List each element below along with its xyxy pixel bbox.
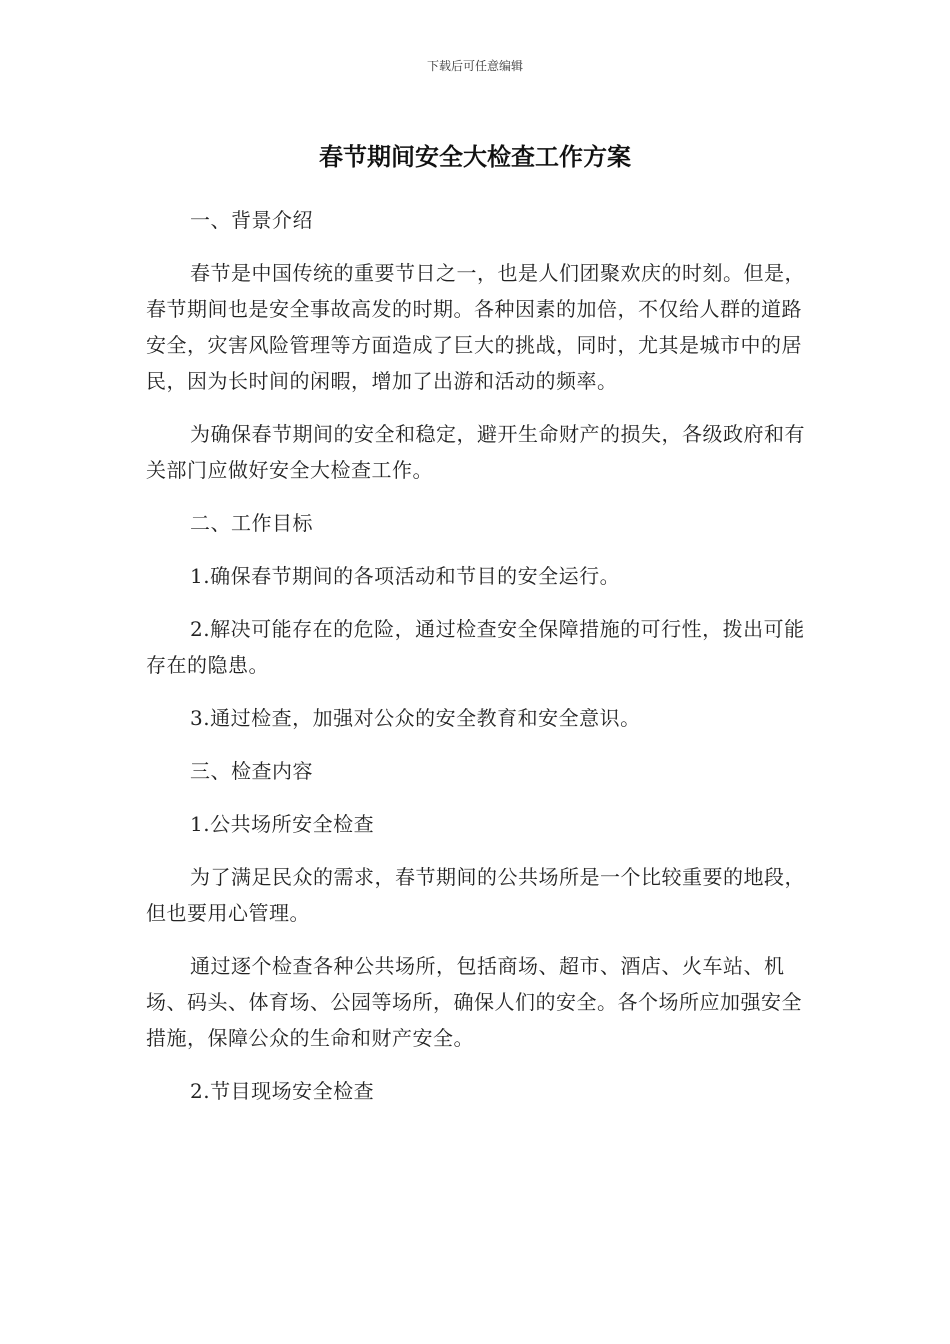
document-title: 春节期间安全大检查工作方案 — [319, 143, 631, 171]
section-heading-content: 三、检查内容 — [190, 759, 313, 783]
paragraph-public-places-1: 为了满足民众的需求，春节期间的公共场所是一个比较重要的地段，但也要用心管理。 — [146, 865, 805, 925]
paragraph-background-2: 为确保春节期间的安全和稳定，避开生命财产的损失，各级政府和有关部门应做好安全大检查工作。 — [146, 422, 805, 482]
section-heading-background: 一、背景介绍 — [190, 208, 313, 232]
paragraph-public-places-2: 通过逐个检查各种公共场所，包括商场、超市、酒店、火车站、机场、码头、体育场、公园等场所，确保人们的安全。各个场所应加强安全措施，保障公众的生命和财产安全。 — [146, 954, 802, 1050]
goal-item-3: 3.通过检查，加强对公众的安全教育和安全意识。 — [190, 706, 641, 730]
header-note: 下载后可任意编辑 — [426, 59, 523, 73]
document-body — [146, 202, 806, 1126]
section-heading-goals: 二、工作目标 — [190, 511, 313, 535]
subheading-event-site: 2.节目现场安全检查 — [190, 1079, 375, 1103]
subheading-public-places: 1.公共场所安全检查 — [190, 812, 375, 836]
goal-item-2: 2.解决可能存在的危险，通过检查安全保障措施的可行性，拨出可能存在的隐患。 — [146, 617, 805, 677]
goal-item-1: 1.确保春节期间的各项活动和节目的安全运行。 — [190, 564, 621, 588]
paragraph-background-1: 春节是中国传统的重要节日之一，也是人们团聚欢庆的时刻。但是，春节期间也是安全事故高发的时期。各种因素的加倍，不仅给人群的道路安全，灾害风险管理等方面造成了巨大的挑战，同时，尤其是城市中的居民，因为长时间的闲暇，增加了出游和活动的频率。 — [146, 261, 805, 393]
